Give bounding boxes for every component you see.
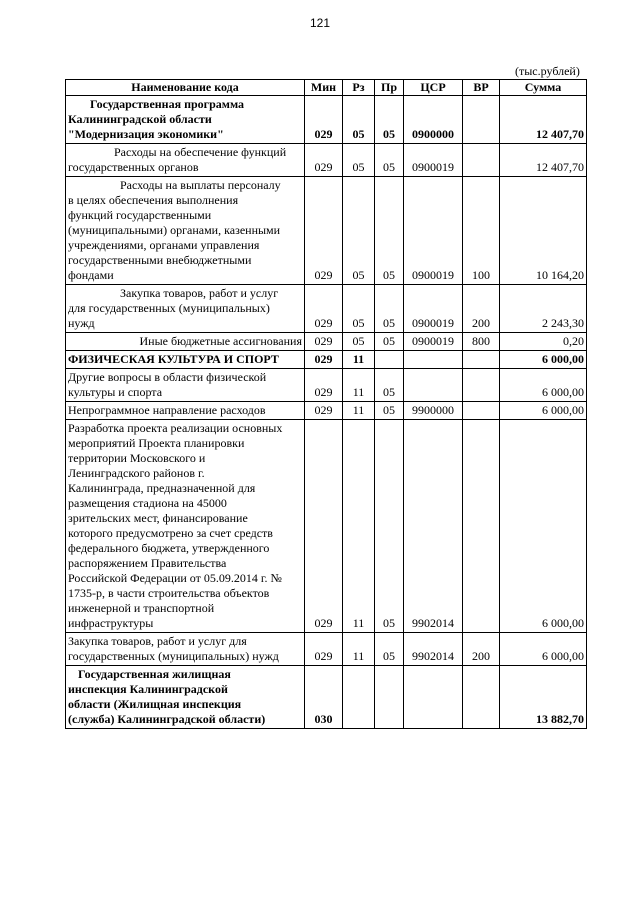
row-name — [66, 420, 305, 633]
row-rz: 11 — [343, 420, 375, 633]
row-name — [66, 96, 305, 144]
row-sum: 13 882,70 — [500, 666, 587, 729]
budget-table — [65, 79, 587, 729]
row-sum: 6 000,00 — [500, 420, 587, 633]
row-vr — [463, 402, 500, 420]
row-rz: 11 — [343, 351, 375, 369]
row-sum: 6 000,00 — [500, 351, 587, 369]
row-vr — [463, 666, 500, 729]
name-line: культуры и спорта — [68, 385, 163, 399]
name-line: функций государственными — [68, 208, 212, 222]
name-line: инженерной и транспортной — [68, 601, 215, 615]
header-vr: ВР — [463, 80, 500, 96]
row-sum: 12 407,70 — [500, 96, 587, 144]
row-csr: 9900000 — [404, 402, 463, 420]
table-row — [66, 333, 587, 351]
row-sum: 0,20 — [500, 333, 587, 351]
table-row — [66, 96, 587, 144]
row-sum: 6 000,00 — [500, 633, 587, 666]
row-sum: 2 243,30 — [500, 285, 587, 333]
row-min: 029 — [305, 402, 343, 420]
row-csr: 9902014 — [404, 633, 463, 666]
row-sum: 6 000,00 — [500, 402, 587, 420]
name-line: Иные бюджетные ассигнования — [139, 334, 302, 348]
page-number: 121 — [309, 16, 331, 30]
name-line: территории Московского и — [68, 451, 206, 465]
name-line: Разработка проекта реализации основных — [68, 421, 283, 435]
row-vr — [463, 351, 500, 369]
header-name: Наименование кода — [66, 80, 305, 96]
name-line: которого предусмотрено за счет средств — [68, 526, 273, 540]
row-vr — [463, 96, 500, 144]
row-csr — [404, 369, 463, 402]
row-min: 029 — [305, 420, 343, 633]
name-line: инфраструктуры — [68, 616, 154, 630]
row-pr — [375, 351, 404, 369]
name-line: Закупка товаров, работ и услуг — [120, 286, 279, 300]
name-line: Государственная программа — [90, 97, 245, 111]
name-line: 1735-р, в части строительства объектов — [68, 586, 270, 600]
row-csr: 9902014 — [404, 420, 463, 633]
row-vr: 100 — [463, 177, 500, 285]
name-line: инспекция Калининградской — [68, 682, 228, 696]
row-min: 029 — [305, 96, 343, 144]
name-line: ФИЗИЧЕСКАЯ КУЛЬТУРА И СПОРТ — [68, 352, 279, 366]
table-row — [66, 177, 587, 285]
row-csr: 0900019 — [404, 333, 463, 351]
row-name — [66, 369, 305, 402]
row-vr: 800 — [463, 333, 500, 351]
row-rz: 05 — [343, 177, 375, 285]
row-name — [66, 633, 305, 666]
name-line: нужд — [68, 316, 95, 330]
table-row — [66, 666, 587, 729]
row-rz: 05 — [343, 144, 375, 177]
row-pr: 05 — [375, 285, 404, 333]
row-min: 029 — [305, 177, 343, 285]
row-pr — [375, 666, 404, 729]
table-header-row — [66, 80, 587, 96]
row-min: 029 — [305, 369, 343, 402]
row-rz: 05 — [343, 96, 375, 144]
name-line: Государственная жилищная — [78, 667, 231, 681]
row-min: 029 — [305, 144, 343, 177]
table-row — [66, 285, 587, 333]
row-vr — [463, 420, 500, 633]
name-line: Российской Федерации от 05.09.2014 г. № — [68, 571, 282, 585]
name-line: Расходы на выплаты персоналу — [120, 178, 281, 192]
name-line: Калининградской области — [68, 112, 212, 126]
table-row — [66, 351, 587, 369]
row-rz: 11 — [343, 633, 375, 666]
row-pr: 05 — [375, 144, 404, 177]
row-vr: 200 — [463, 633, 500, 666]
name-line: области (Жилищная инспекция — [68, 697, 242, 711]
name-line: (муниципальными) органами, казенными — [68, 223, 281, 237]
units-label: (тыс.рублей) — [515, 64, 580, 78]
name-line: Закупка товаров, работ и услуг для — [68, 634, 247, 648]
row-sum: 10 164,20 — [500, 177, 587, 285]
row-rz — [343, 666, 375, 729]
name-line: (служба) Калининградской области) — [68, 712, 266, 726]
name-line: зрительских мест, финансирование — [68, 511, 248, 525]
row-pr: 05 — [375, 369, 404, 402]
name-line: для государственных (муниципальных) — [68, 301, 270, 315]
table-row — [66, 144, 587, 177]
row-name — [66, 402, 305, 420]
table-row — [66, 420, 587, 633]
row-min: 029 — [305, 351, 343, 369]
name-line: Калининграда, предназначенной для — [68, 481, 256, 495]
name-line: фондами — [68, 268, 114, 282]
row-name — [66, 285, 305, 333]
row-pr: 05 — [375, 633, 404, 666]
row-pr: 05 — [375, 402, 404, 420]
name-line: Расходы на обеспечение функций — [114, 145, 287, 159]
row-rz: 05 — [343, 333, 375, 351]
row-sum: 12 407,70 — [500, 144, 587, 177]
row-min: 030 — [305, 666, 343, 729]
row-pr: 05 — [375, 177, 404, 285]
row-min: 029 — [305, 633, 343, 666]
name-line: мероприятий Проекта планировки — [68, 436, 245, 450]
header-min: Мин — [305, 80, 343, 96]
header-rz: Рз — [343, 80, 375, 96]
row-pr: 05 — [375, 420, 404, 633]
row-name — [66, 666, 305, 729]
row-name — [66, 177, 305, 285]
name-line: государственных (муниципальных) нужд — [68, 649, 279, 663]
table-row — [66, 633, 587, 666]
name-line: Другие вопросы в области физической — [68, 370, 267, 384]
row-name — [66, 333, 305, 351]
row-csr — [404, 666, 463, 729]
name-line: Ленинградского районов г. — [68, 466, 205, 480]
row-pr: 05 — [375, 333, 404, 351]
row-name — [66, 144, 305, 177]
row-pr: 05 — [375, 96, 404, 144]
row-sum: 6 000,00 — [500, 369, 587, 402]
row-vr — [463, 369, 500, 402]
row-csr: 0900019 — [404, 144, 463, 177]
row-csr — [404, 351, 463, 369]
table-row — [66, 402, 587, 420]
row-rz: 11 — [343, 369, 375, 402]
name-line: "Модернизация экономики" — [68, 127, 224, 141]
name-line: распоряжением Правительства — [68, 556, 227, 570]
name-line: размещения стадиона на 45000 — [68, 496, 227, 510]
row-csr: 0900000 — [404, 96, 463, 144]
row-csr: 0900019 — [404, 285, 463, 333]
row-min: 029 — [305, 285, 343, 333]
row-min: 029 — [305, 333, 343, 351]
header-pr: Пр — [375, 80, 404, 96]
row-vr: 200 — [463, 285, 500, 333]
name-line: Непрограммное направление расходов — [68, 403, 266, 417]
header-sum: Сумма — [500, 80, 587, 96]
row-rz: 05 — [343, 285, 375, 333]
name-line: федерального бюджета, утвержденного — [68, 541, 270, 555]
name-line: учреждениями, органами управления — [68, 238, 260, 252]
name-line: государственных органов — [68, 160, 199, 174]
row-name — [66, 351, 305, 369]
row-csr: 0900019 — [404, 177, 463, 285]
name-line: государственными внебюджетными — [68, 253, 252, 267]
row-vr — [463, 144, 500, 177]
row-rz: 11 — [343, 402, 375, 420]
header-csr: ЦСР — [404, 80, 463, 96]
name-line: в целях обеспечения выполнения — [68, 193, 239, 207]
table-row — [66, 369, 587, 402]
